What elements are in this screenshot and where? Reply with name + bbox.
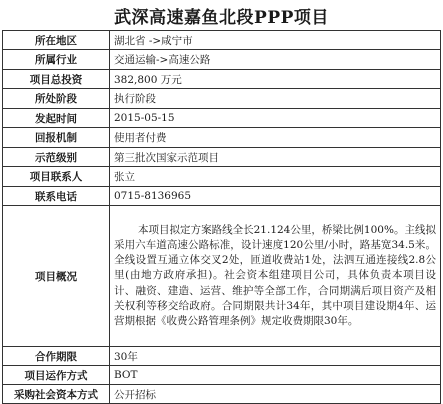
overview-text: 本项目拟定方案路线全长21.124公里，桥梁比例100%。主线拟采用六车道高速公路标准，设计速度120公里/小时，路基宽34.5米。全线设置互通立体交叉2处，匝道收费站1处，法泗互通连接线2.8公里(由地方政府承担)。社会资本组建项目公司，具体负责本项目设计、融资、建造、运营、维护等全部工作，合同期满后项目资产及相关权利等移交给政府。合同期限共计34年，其中项目建设期4年、运营期根据《收费公路管理条例》规定收费期限30年。 bbox=[114, 223, 436, 327]
row-label-overview: 项目概况 bbox=[3, 206, 110, 347]
table-row bbox=[3, 167, 441, 187]
table-row bbox=[3, 31, 441, 50]
row-value-industry: 交通运输->高速公路 bbox=[110, 50, 441, 70]
row-label-industry: 所属行业 bbox=[3, 50, 110, 70]
page-title: 武深高速嘉鱼北段PPP项目 bbox=[114, 7, 329, 28]
row-label-procurement: 采购社会资本方式 bbox=[3, 385, 110, 404]
project-info-table bbox=[2, 30, 441, 404]
row-value-phone: 0715-8136965 bbox=[110, 187, 441, 206]
row-label-region: 所在地区 bbox=[3, 31, 110, 50]
row-value-investment: 382,800 万元 bbox=[110, 70, 441, 89]
row-label-contact: 项目联系人 bbox=[3, 167, 110, 187]
row-label-stage: 所处阶段 bbox=[3, 89, 110, 109]
row-value-contact: 张立 bbox=[110, 167, 441, 187]
row-value-return-mechanism: 使用者付费 bbox=[110, 128, 441, 148]
row-value-operation-mode: BOT bbox=[110, 366, 441, 385]
table-row bbox=[3, 50, 441, 70]
table-row bbox=[3, 366, 441, 385]
row-label-cooperation-period: 合作期限 bbox=[3, 347, 110, 366]
table-row bbox=[3, 187, 441, 206]
row-label-investment: 项目总投资 bbox=[3, 70, 110, 89]
row-value-region: 湖北省 ->咸宁市 bbox=[110, 31, 441, 50]
row-label-operation-mode: 项目运作方式 bbox=[3, 366, 110, 385]
table-row bbox=[3, 70, 441, 89]
table-row bbox=[3, 148, 441, 167]
row-label-return-mechanism: 回报机制 bbox=[3, 128, 110, 148]
row-value-procurement: 公开招标 bbox=[110, 385, 441, 404]
row-value-stage: 执行阶段 bbox=[110, 89, 441, 109]
table-row bbox=[3, 128, 441, 148]
table-row bbox=[3, 347, 441, 366]
row-value-demo-level: 第三批次国家示范项目 bbox=[110, 148, 441, 167]
row-label-demo-level: 示范级别 bbox=[3, 148, 110, 167]
row-value-start-date: 2015-05-15 bbox=[110, 109, 441, 128]
row-value-overview bbox=[110, 206, 441, 347]
table-row bbox=[3, 89, 441, 109]
row-label-phone: 联系电话 bbox=[3, 187, 110, 206]
table-row bbox=[3, 206, 441, 347]
row-label-start-date: 发起时间 bbox=[3, 109, 110, 128]
row-value-cooperation-period: 30年 bbox=[110, 347, 441, 366]
table-row bbox=[3, 109, 441, 128]
table-row bbox=[3, 385, 441, 404]
